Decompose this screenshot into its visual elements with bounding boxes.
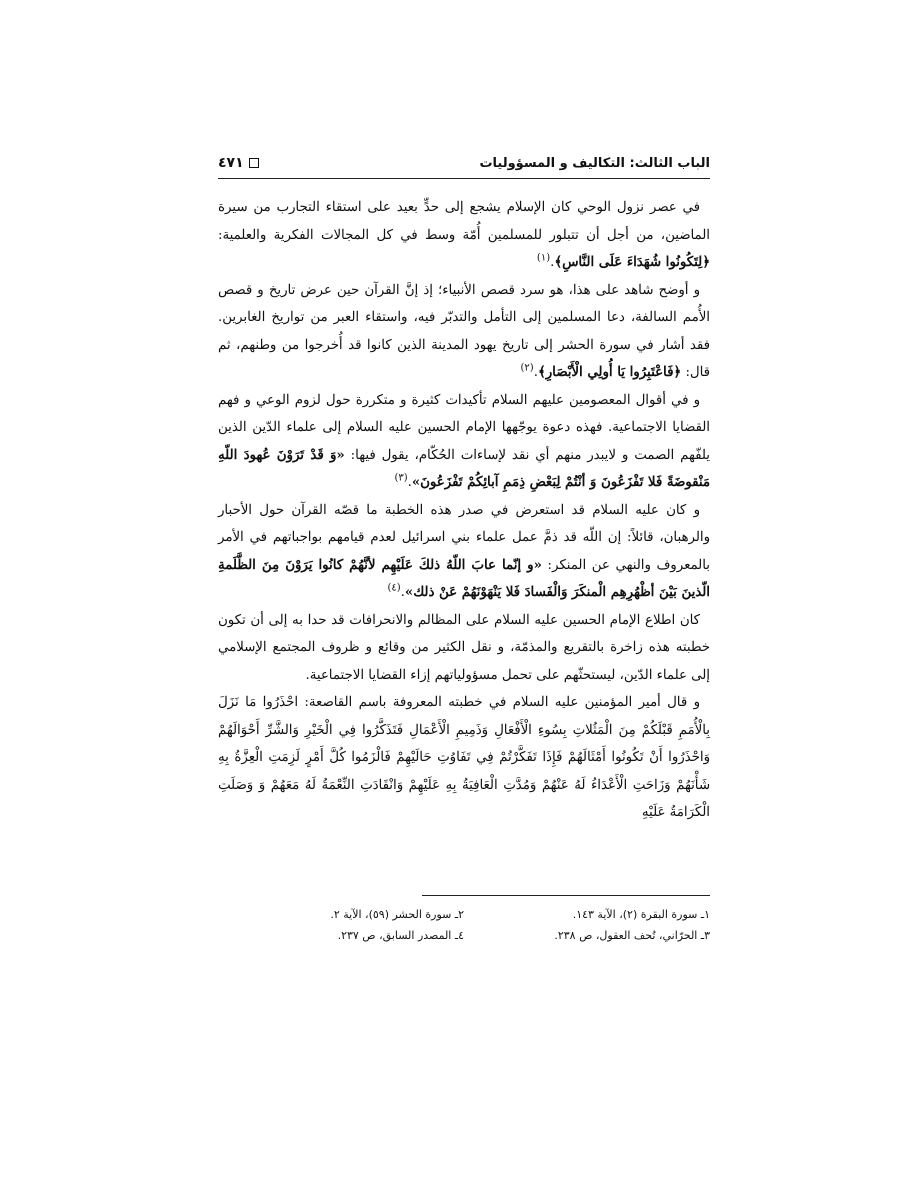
hadith-quote: «و إنّما عابَ اللّهُ ذلكَ عَلَيْهِم لأنَّهُمْ كانُوا يَرَوْنَ مِنَ الظَّلَمةِ الّذينَ بَيْنَ أظْهُرِهِم الْمنكَرَ وَالْفَسادَ فَلا يَنْهَوْنَهُمْ عَنْ ذلك»: [218, 557, 710, 600]
footnote-row: [218, 904, 710, 925]
paragraph-text: و أوضح شاهد على هذا، هو سرد قصص الأنبياء؛ إذ إنَّ القرآن حين عرض تاريخ و قصص الأُمم السالفة، دعا المسلمين إلى التأمل والتدبّر فيه، واستقاء العبر من تواريخ الغابرين. فقد أشار في سورة الحشر إلى تاريخ يهود المدينة الذين كانوا قد أُخرجوا من وطنهم، ثم قال:: [218, 282, 710, 380]
square-box-icon: [249, 158, 259, 168]
footnotes: [218, 904, 710, 946]
body-text: [218, 194, 710, 827]
chapter-title: الباب الثالث: التكاليف و المسؤوليات: [479, 156, 710, 171]
quran-verse: ﴿فَاعْتَبِرُوا يَا أُولِي الْأَبْصَارِ﴾: [537, 365, 682, 380]
paragraph-text: و في أقوال المعصومين عليهم السلام تأكيدات كثيرة و متكررة حول لزوم الوعي و فهم القضايا الاجتماعية. فهذه دعوة يوجّهها الإمام الحسين عليه السلام إلى علماء الدّين الذين يلفّهم الصمت و لايبدر منهم أي نقد لإساءات الحُكّام، يقول فيها:: [218, 392, 710, 463]
sermon-quote: احْذَرُوا مَا نَزَلَ بِالْأُمَمِ قَبْلَكُمْ مِنَ الْمَثُلاتِ بِسُوءِ الْأَفْعَالِ وَذَمِيمِ الْأَعْمَالِ فَتَذَكَّرُوا فِي الْخَيْرِ وَالشَّرِّ أَحْوَالَهُمْ وَاحْذَرُوا أَنْ تَكُونُوا أَمْثَالَهُمْ فَإِذَا تَفَكَّرْتُمْ فِي تَفَاوُتِ حَالَيْهِمْ فَالْزَمُوا كُلَّ أَمْرٍ لَزِمَتِ الْعِزَّةُ بِهِ شَأْنَهُمْ وَزَاحَتِ الْأَعْدَاءُ لَهُ عَنْهُمْ وَمُدَّتِ الْعَافِيَةُ بِهِ عَلَيْهِمْ وَانْقَادَتِ النِّعْمَةُ لَهُ مَعَهُمْ وَ وَصَلَتِ الْكَرَامَةُ عَلَيْهِ: [218, 695, 710, 820]
paragraph-text: و كان عليه السلام قد استعرض في صدر هذه الخطبة ما قصّه القرآن حول الأحبار والرهبان، قائلاً: إن اللّه قد ذمَّ عمل علماء بني اسرائيل لعدم قيامهم بواجباتهم في الأمر بالمعروف والنهي عن المنكر:: [218, 502, 710, 573]
hadith-quote: «وَ قَدْ تَرَوْنَ عُهودَ اللّهِ مَنْقوضَةً فَلا تَفْزَعُونَ وَ أنْتُمْ لِبَعْضِ ذِمَمِ آبائِكُمْ تَفْزَعُونَ»: [218, 447, 710, 490]
paragraph-text: و قال أمير المؤمنين عليه السلام في خطبته المعروفة باسم القاصعة:: [298, 695, 700, 710]
page-number-block: [218, 155, 259, 171]
running-header: [218, 150, 710, 179]
footnote-ref: (٣): [394, 472, 408, 484]
paragraph: [218, 194, 710, 277]
book-page: [218, 150, 710, 1060]
footnote-divider: [422, 895, 710, 896]
paragraph: [218, 277, 710, 387]
quran-verse: ﴿لِتَكُونُوا شُهَدَاءَ عَلَى النَّاسِ﴾: [554, 255, 710, 270]
footnote: ١ـ سورة البقرة (٢)، الآية ١٤٣.: [572, 908, 710, 921]
paragraph: [218, 689, 710, 827]
punctuation: .: [400, 585, 405, 600]
paragraph: [218, 497, 710, 607]
footnote: ٤ـ المصدر السابق، ص ٢٣٧.: [337, 929, 464, 942]
paragraph-text: في عصر نزول الوحي كان الإسلام يشجع إلى حدٍّ بعيد على استقاء التجارب من سيرة الماضين، من أجل أن تتبلور للمسلمين أُمّة وسط في كل المجالات الفكرية والعلمية:: [218, 200, 710, 243]
paragraph: [218, 387, 710, 497]
footnote-row: [218, 925, 710, 946]
footnote: ٢ـ سورة الحشر (٥٩)، الآية ٢.: [330, 908, 464, 921]
paragraph: [218, 607, 710, 690]
footnote-ref: (٤): [387, 582, 401, 594]
page-number: ٤٧١: [218, 155, 244, 171]
footnote-ref: (١): [536, 252, 551, 264]
footnote-ref: (٢): [520, 362, 534, 374]
punctuation: .: [533, 365, 538, 380]
paragraph-text: كان اطلاع الإمام الحسين عليه السلام على المظالم والانحرافات قد حدا به إلى أن تكون خطبته هذه زاخرة بالتقريع والمذمّة، و نقل الكثير من وقائع و ظروف المجتمع الإسلامي إلى علماء الدّين، ليستحثّهم على تحمل مسؤولياتهم إزاء القضايا الاجتماعية.: [218, 612, 710, 683]
punctuation: .: [407, 475, 412, 490]
punctuation: .: [550, 255, 555, 270]
footnote: ٣ـ الحرّاني، تُحف العقول، ص ٢٣٨.: [554, 929, 710, 942]
